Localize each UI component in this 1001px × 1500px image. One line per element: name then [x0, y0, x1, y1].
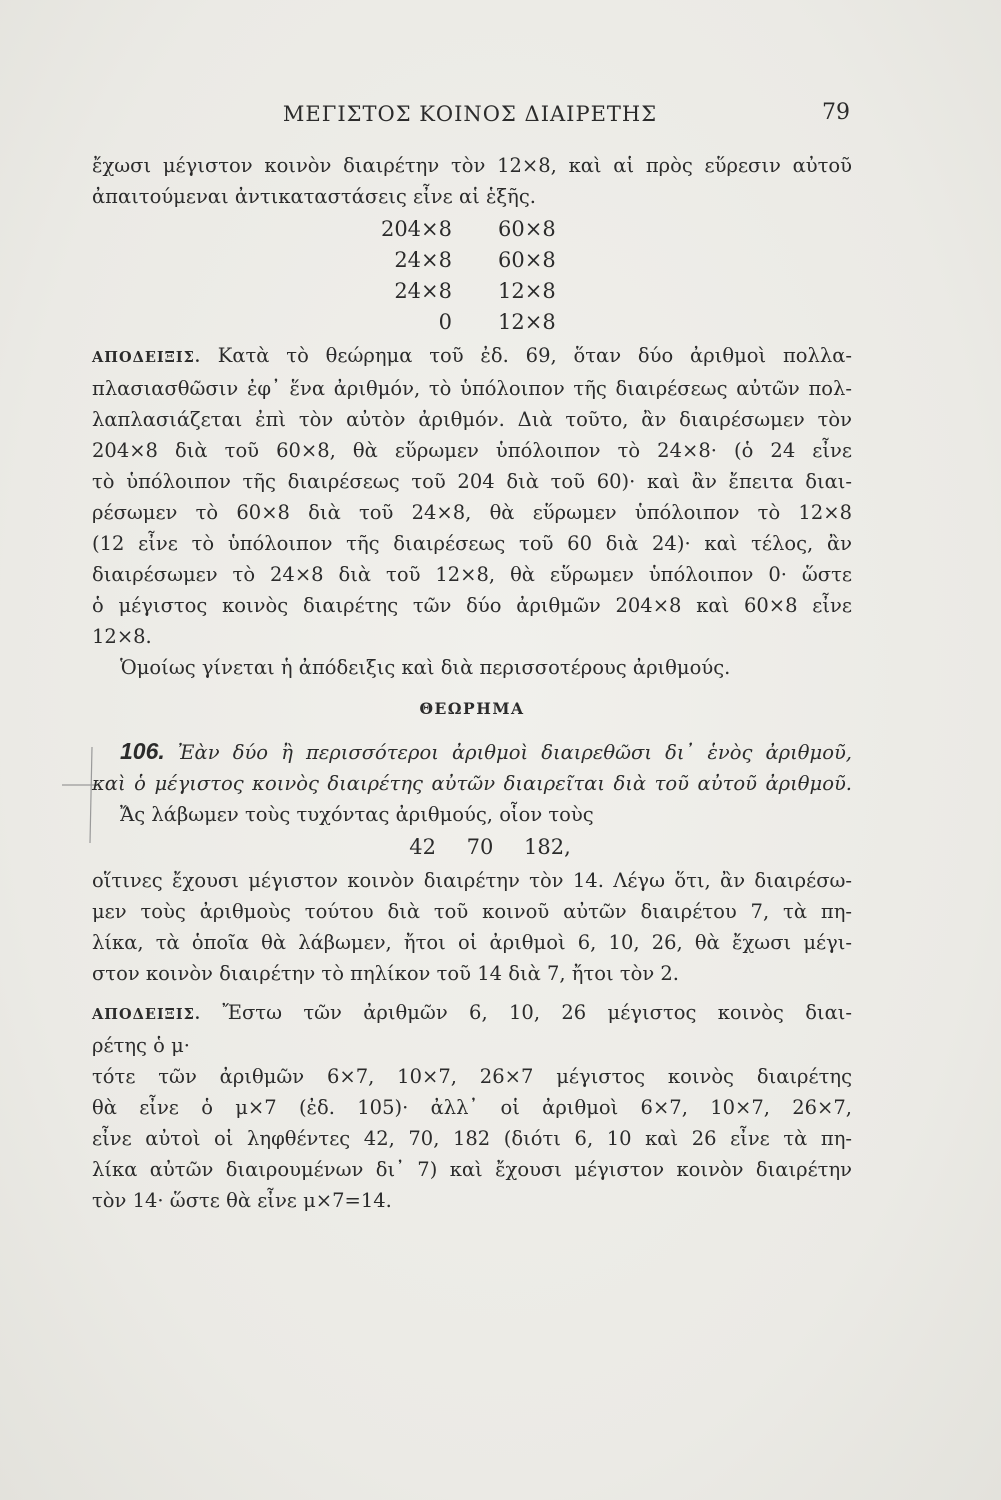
page-header	[90, 98, 850, 132]
theorem-heading: ΘΕΩΡΗΜΑ	[419, 699, 525, 718]
table-cell: 0	[438, 310, 452, 334]
text-line: τότε τῶν ἀριθμῶν 6×7, 10×7, 26×7 μέγιστος κοινὸς διαιρέτης	[92, 1065, 852, 1088]
text-line	[92, 997, 852, 1030]
table-cell: 60×8	[498, 248, 556, 272]
text-line: εἶνε αὐτοὶ οἱ ληφθέντες 42, 70, 182 (διότι 6, 10 καὶ 26 εἶνε τὰ πη-	[92, 1127, 852, 1150]
text-line: ὁ μέγιστος κοινὸς διαιρέτης τῶν δύο ἀριθμῶν 204×8 καὶ 60×8 εἶνε	[92, 594, 852, 617]
table-cell: 12×8	[498, 279, 556, 303]
page-number: 79	[822, 100, 850, 125]
running-head: ΜΕΓΙΣΤΟΣ ΚΟΙΝΟΣ ΔΙΑΙΡΕΤΗΣ	[282, 102, 658, 126]
text-line: μεν τοὺς ἀριθμοὺς τούτου διὰ τοῦ κοινοῦ αὐτῶν διαιρέτου 7, τὰ πη-	[92, 900, 852, 923]
text-line: θὰ εἶνε ὁ μ×7 (ἐδ. 105)· ἀλλ᾿ οἱ ἀριθμοὶ 6×7, 10×7, 26×7,	[92, 1096, 852, 1119]
table-cell: 204×8	[380, 217, 452, 241]
table-row	[354, 307, 608, 338]
table-row	[354, 214, 608, 245]
table-cell: 24×8	[394, 248, 452, 272]
proof-paragraph-1	[92, 340, 852, 683]
text-line: ρέσωμεν τὸ 60×8 διὰ τοῦ 24×8, θὰ εὕρωμεν ὑπόλοιπον τὸ 12×8	[92, 501, 852, 524]
table-cell: 60×8	[498, 217, 556, 241]
proof-label: ΑΠΟΔΕΙΞΙΣ.	[92, 349, 201, 366]
table-row	[354, 276, 608, 307]
text-line: ρέτης ὁ μ·	[92, 1034, 190, 1057]
theorem-statement-line	[92, 736, 852, 768]
text-line: διαιρέσωμεν τὸ 24×8 διὰ τοῦ 12×8, θὰ εὕρωμεν ὑπόλοιπον 0· ὥστε	[92, 563, 852, 586]
paragraph-intro	[92, 150, 852, 212]
text-line: 12×8.	[92, 625, 152, 648]
theorem-paragraph	[92, 736, 852, 830]
text-line: τὸ ὑπόλοιπον τῆς διαιρέσεως τοῦ 204 διὰ τοῦ 60)· καὶ ἂν ἔπειτα διαι-	[92, 470, 852, 493]
table-cell: 12×8	[498, 310, 556, 334]
proof-first-line: Ἔστω τῶν ἀριθμῶν 6, 10, 26 μέγιστος κοινὸς διαι-	[200, 1001, 852, 1024]
text-line	[92, 340, 852, 373]
text-line: οἵτινες ἔχουσι μέγιστον κοινὸν διαιρέτην τὸν 14. Λέγω ὅτι, ἂν διαιρέσω-	[92, 869, 852, 892]
example-numbers: 42 70 182,	[409, 835, 571, 859]
text-line: πλασιασθῶσιν ἐφ᾿ ἕνα ἀριθμόν, τὸ ὑπόλοιπον τῆς διαιρέσεως αὐτῶν πολ-	[92, 377, 852, 400]
proof-first-line: Κατὰ τὸ θεώρημα τοῦ ἐδ. 69, ὅταν δύο ἀριθμοὶ πολλα-	[200, 344, 852, 367]
table-cell: 24×8	[394, 279, 452, 303]
text-line: Ἄς λάβωμεν τοὺς τυχόντας ἀριθμούς, οἷον τοὺς	[120, 803, 594, 826]
page-body	[92, 150, 852, 1216]
text-line: στον κοινὸν διαιρέτην τὸ πηλίκον τοῦ 14 διὰ 7, ἤτοι τὸν 2.	[92, 962, 679, 985]
text-line: λίκα αὐτῶν διαιρουμένων δι᾿ 7) καὶ ἔχουσι μέγιστον κοινὸν διαιρέτην	[92, 1158, 852, 1181]
proof-label: ΑΠΟΔΕΙΞΙΣ.	[92, 1006, 201, 1023]
text-line: 204×8 διὰ τοῦ 60×8, θὰ εὕρωμεν ὑπόλοιπον τὸ 24×8· (ὁ 24 εἶνε	[92, 439, 852, 462]
text-line: ἀπαιτούμεναι ἀντικαταστάσεις εἶνε αἱ ἑξῆς.	[92, 185, 536, 208]
theorem-statement-line: καὶ ὁ μέγιστος κοινὸς διαιρέτης αὐτῶν διαιρεῖται διὰ τοῦ αὐτοῦ ἀριθμοῦ.	[92, 772, 852, 795]
theorem-number: 106.	[120, 738, 165, 764]
proof-paragraph-2	[92, 997, 852, 1216]
text-line: ἔχωσι μέγιστον κοινὸν διαιρέτην τὸν 12×8, καὶ αἱ πρὸς εὕρεσιν αὐτοῦ	[92, 154, 852, 177]
theorem-statement-part: Ἐὰν δύο ἢ περισσότεροι ἀριθμοὶ διαιρεθῶσι δι᾿ ἑνὸς ἀριθμοῦ,	[164, 741, 852, 764]
text-line: λαπλασιάζεται ἐπὶ τὸν αὐτὸν ἀριθμόν. Διὰ τοῦτο, ἂν διαιρέσωμεν τὸν	[92, 408, 852, 431]
division-steps-table	[354, 214, 608, 338]
text-line: (12 εἶνε τὸ ὑπόλοιπον τῆς διαιρέσεως τοῦ 60 διὰ 24)· καὶ τέλος, ἂν	[92, 532, 852, 555]
table-row	[354, 245, 608, 276]
closing-line: Ὁμοίως γίνεται ἡ ἀπόδειξις καὶ διὰ περισσοτέρους ἀριθμούς.	[120, 656, 731, 679]
text-line: τὸν 14· ὥστε θὰ εἶνε μ×7=14.	[92, 1189, 392, 1212]
example-paragraph	[92, 865, 852, 989]
text-line: λίκα, τὰ ὁποῖα θὰ λάβωμεν, ἤτοι οἱ ἀριθμοὶ 6, 10, 26, θὰ ἔχωσι μέγι-	[92, 931, 852, 954]
